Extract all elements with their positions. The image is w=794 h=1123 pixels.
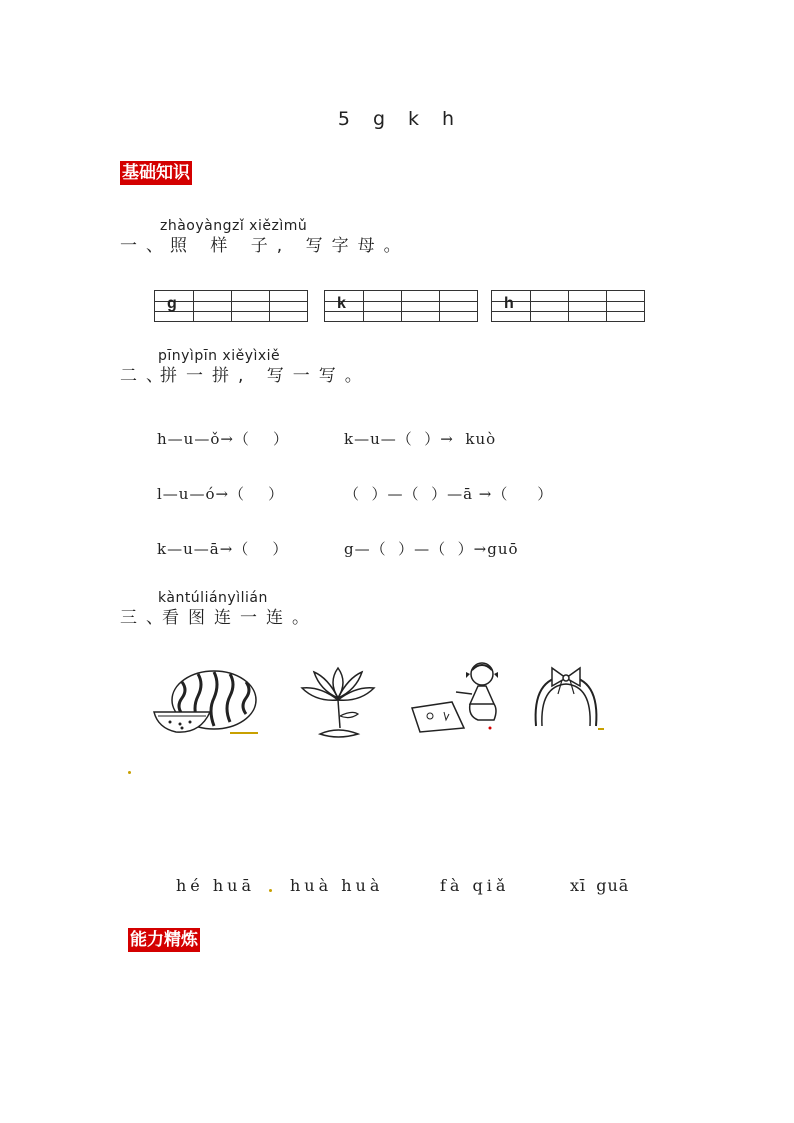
q1-instruction: 照 样 子, 写字母。 xyxy=(170,236,410,256)
q3-pinyin: kàntúliányìlián xyxy=(158,590,268,606)
decorative-dot xyxy=(269,889,272,892)
q1-pinyin: zhàoyàngzǐ xiězìmǔ xyxy=(160,218,308,234)
section-badge-ability: 能力精炼 xyxy=(130,930,198,950)
grid-letter: k xyxy=(337,295,346,312)
spelling-exercise[interactable]: （ ）—（ ）—ā →（ ） xyxy=(344,485,554,503)
option-hua-hua[interactable]: huà huà xyxy=(290,876,384,895)
option-fa-qia[interactable]: fà qiǎ xyxy=(440,876,510,895)
q2-number: 二、 xyxy=(120,366,172,386)
drawing-girl-picture[interactable] xyxy=(408,658,504,736)
page-title: 5 g k h xyxy=(337,108,457,130)
q2-instruction: 拼一拼, 写一写。 xyxy=(160,366,371,386)
writing-grid-h[interactable] xyxy=(491,290,645,322)
q3-number: 三、 xyxy=(120,608,172,628)
lotus-picture[interactable] xyxy=(298,660,378,740)
q2-pinyin: pīnyìpīn xiěyìxiě xyxy=(158,348,281,364)
decorative-dot xyxy=(128,771,131,774)
spelling-exercise[interactable]: h—u—ǒ→（ ） xyxy=(157,430,289,448)
spelling-exercise[interactable]: k—u—（ ）→ kuò xyxy=(344,430,497,448)
grid-letter: h xyxy=(504,295,514,312)
q3-instruction: 看图连一连。 xyxy=(162,608,318,628)
section-badge-basic: 基础知识 xyxy=(122,163,190,183)
spelling-exercise[interactable]: g—（ ）—（ ）→guō xyxy=(344,540,519,558)
writing-grid-k[interactable] xyxy=(324,290,478,322)
watermelon-picture[interactable] xyxy=(152,668,262,738)
spelling-exercise[interactable]: k—u—ā→（ ） xyxy=(157,540,289,558)
grid-letter: g xyxy=(167,295,177,312)
q1-number: 一、 xyxy=(120,236,172,256)
option-xi-gua[interactable]: xī guā xyxy=(570,876,630,895)
option-he-hua[interactable]: hé huā xyxy=(176,876,256,895)
writing-grid-g[interactable] xyxy=(154,290,308,322)
hair-band-picture[interactable] xyxy=(522,664,610,738)
spelling-exercise[interactable]: l—u—ó→（ ） xyxy=(157,485,285,503)
